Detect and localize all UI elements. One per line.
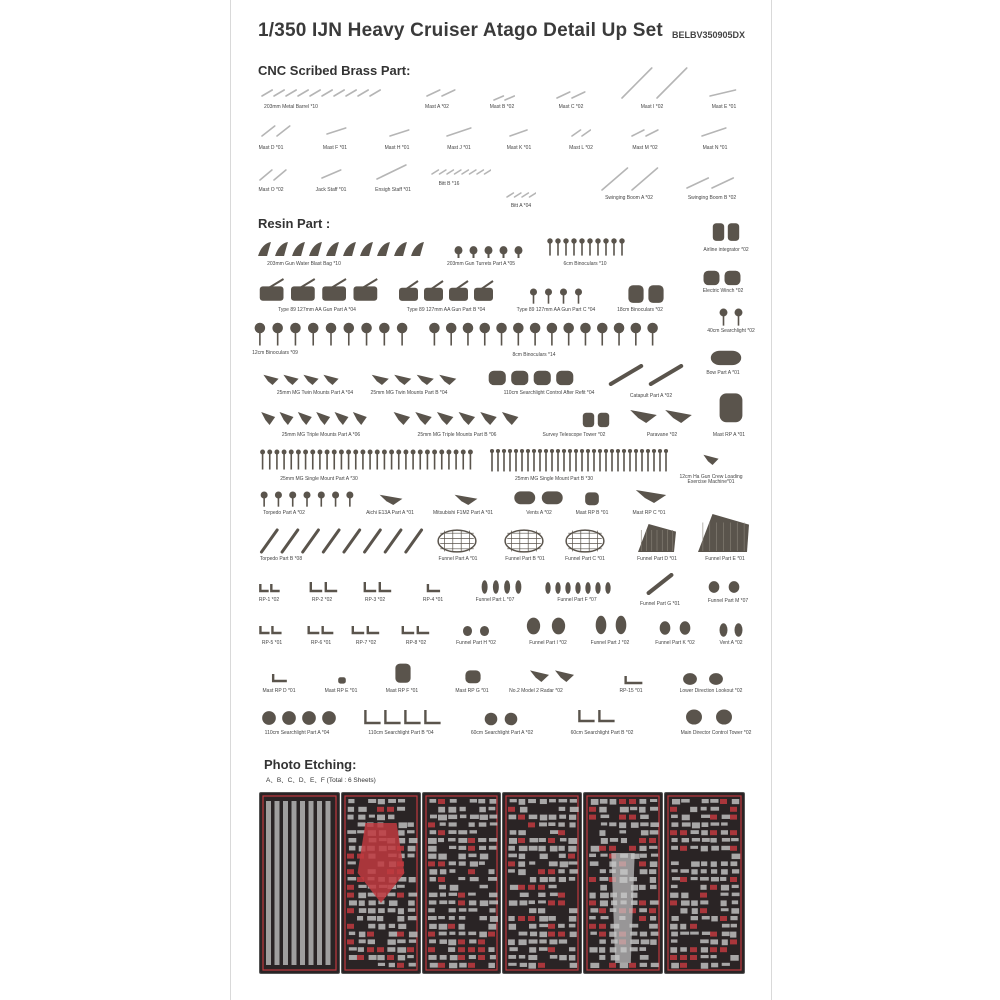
brass-part-18-icon xyxy=(431,168,491,176)
brass-part-4-icon xyxy=(556,90,586,100)
resin-part-33-icon xyxy=(259,528,424,554)
brass-part-20-icon xyxy=(601,166,661,192)
resin-part-14-label: 25mm MG Twin Mounts Part B *04 xyxy=(370,390,448,396)
resin-part-40-label: RP-2 *02 xyxy=(311,597,333,603)
resin-part-26-label: Exercise Machine*01 xyxy=(687,479,735,485)
resin-part-59-label: Mast RP G *01 xyxy=(455,688,489,694)
resin-part-37-label: Funnel Part D *01 xyxy=(637,556,677,562)
pe-sheet-d xyxy=(502,792,582,974)
resin-part-8-icon xyxy=(626,282,666,304)
resin-part-29-icon xyxy=(451,490,481,506)
resin-part-45-label: Funnel Part G *01 xyxy=(639,601,681,607)
resin-part-15-label: 110cm Searchlight Control After Refit *04 xyxy=(503,390,595,396)
resin-part-17-label: Bow Part A *01 xyxy=(706,370,740,376)
resin-part-17-icon xyxy=(706,348,746,366)
brass-part-11-label: Mast K *01 xyxy=(506,145,532,151)
brass-part-5-icon xyxy=(621,66,691,100)
brass-part-5-label: Mast I *02 xyxy=(640,104,664,110)
brass-part-19-icon xyxy=(506,191,536,199)
resin-part-19-icon xyxy=(391,406,521,426)
resin-part-42-label: RP-4 *01 xyxy=(422,597,444,603)
resin-part-47-label: RP-5 *01 xyxy=(261,640,283,646)
pe-fret-pattern xyxy=(584,793,662,973)
resin-part-55-icon xyxy=(716,622,746,638)
resin-part-29-label: Mitsubishi F1M2 Part A *01 xyxy=(432,510,494,516)
resin-part-39-icon xyxy=(259,582,281,594)
resin-part-2-icon xyxy=(451,244,526,258)
resin-part-48-icon xyxy=(307,624,335,636)
resin-part-2-label: 203mm Gun Turrets Part A *05 xyxy=(446,261,516,267)
resin-part-3-label: 6cm Binoculars *10 xyxy=(563,261,607,267)
resin-part-57-icon xyxy=(337,676,347,684)
resin-part-31-label: Mast RP B *01 xyxy=(575,510,609,516)
resin-part-20-label: Survey Telescope Tower *02 xyxy=(542,432,606,438)
brass-part-14-label: Mast N *01 xyxy=(702,145,728,151)
resin-part-24-label: 25mm MG Single Mount Part B *30 xyxy=(514,476,594,482)
resin-part-63-label: 110cm Searchlight Part A *04 xyxy=(264,730,330,736)
resin-part-22-label: Mast RP A *01 xyxy=(712,432,746,438)
resin-part-50-icon xyxy=(401,624,431,636)
resin-part-25-icon xyxy=(701,450,721,466)
resin-part-52-label: Funnel Part I *02 xyxy=(529,640,567,646)
brass-part-2-icon xyxy=(426,88,456,98)
brass-part-12-icon xyxy=(571,128,591,138)
brass-part-21-label: Swinging Boom B *02 xyxy=(687,195,737,201)
resin-part-47-icon xyxy=(259,624,283,636)
resin-part-51-label: Funnel Part H *02 xyxy=(456,640,496,646)
pe-section-heading: Photo Etching: xyxy=(264,757,357,772)
resin-part-43-label: Funnel Part L *07 xyxy=(475,597,515,603)
brass-part-6-label: Mast E *01 xyxy=(711,104,737,110)
pe-subtitle: A、B、C、D、E、F (Total : 6 Sheets) xyxy=(266,777,376,784)
resin-part-22-icon xyxy=(716,388,746,424)
resin-part-66-icon xyxy=(577,708,617,724)
resin-part-45-icon xyxy=(645,573,675,595)
resin-part-60-icon xyxy=(527,665,577,683)
resin-part-23-icon xyxy=(259,446,474,470)
brass-part-20-label: Swinging Boom A *02 xyxy=(605,195,653,201)
resin-part-41-icon xyxy=(363,580,393,594)
resin-part-40-icon xyxy=(309,580,339,594)
resin-part-44-icon xyxy=(543,581,613,595)
resin-part-6-label: Type 89 127mm AA Gun Part B *04 xyxy=(406,307,486,313)
brass-part-15-icon xyxy=(259,168,287,182)
resin-part-48-label: RP-6 *01 xyxy=(310,640,332,646)
resin-part-11-icon xyxy=(426,322,661,346)
pe-sheet-c xyxy=(422,792,501,974)
brass-part-21-icon xyxy=(686,176,736,190)
resin-part-4-icon xyxy=(711,220,741,242)
resin-part-35-label: Funnel Part B *01 xyxy=(505,556,545,562)
resin-part-44-label: Funnel Part F *07 xyxy=(557,597,597,603)
brass-part-10-icon xyxy=(446,126,474,138)
resin-part-9-icon xyxy=(701,268,743,286)
resin-part-7-label: Type 89 127mm AA Gun Part C *04 xyxy=(516,307,596,313)
resin-part-14-icon xyxy=(369,370,459,386)
resin-part-36-label: Funnel Part C *01 xyxy=(565,556,605,562)
resin-part-19-label: 25mm MG Triple Mounts Part B *06 xyxy=(417,432,497,438)
resin-part-53-label: Funnel Part J *02 xyxy=(590,640,630,646)
brass-part-1-label: 203mm Metal Barrel *10 xyxy=(264,104,318,110)
resin-part-24-icon xyxy=(489,444,669,472)
brass-part-6-icon xyxy=(709,88,739,98)
brass-part-8-label: Mast F *01 xyxy=(322,145,348,151)
resin-section-heading: Resin Part : xyxy=(258,216,331,231)
resin-part-65-icon xyxy=(481,712,521,726)
resin-part-27-icon xyxy=(257,491,357,507)
resin-part-60-label: No.2 Model 2 Radar *02 xyxy=(509,688,563,694)
pe-fret-pattern xyxy=(423,793,500,973)
resin-part-62-icon xyxy=(677,672,729,686)
product-code: BELBV350905DX xyxy=(671,30,745,40)
resin-part-46-icon xyxy=(704,580,744,594)
resin-part-34-label: Funnel Part A *01 xyxy=(438,556,478,562)
resin-part-11-label: 8cm Binoculars *14 xyxy=(512,352,556,358)
brass-part-4-label: Mast C *02 xyxy=(558,104,584,110)
resin-part-15-icon xyxy=(486,368,576,386)
resin-part-5-icon xyxy=(256,278,381,302)
resin-part-10-icon xyxy=(251,322,411,346)
brass-part-7-icon xyxy=(261,124,291,138)
resin-part-49-icon xyxy=(351,624,381,636)
resin-part-61-icon xyxy=(623,674,645,686)
resin-part-65-label: 60cm Searchlight Part A *02 xyxy=(470,730,534,736)
resin-part-25-label: 12cm Ha Gun Crew Loading xyxy=(679,474,743,480)
brass-part-7-label: Mast D *01 xyxy=(258,145,284,151)
resin-part-7-icon xyxy=(526,288,586,304)
resin-part-49-label: RP-7 *02 xyxy=(355,640,377,646)
brass-part-11-icon xyxy=(509,128,529,138)
resin-part-34-icon xyxy=(436,528,478,554)
brass-part-2-label: Mast A *02 xyxy=(425,104,449,110)
pe-fret-pattern xyxy=(342,793,420,973)
resin-part-13-label: 25mm MG Twin Mounts Part A *04 xyxy=(276,390,354,396)
resin-part-37-icon xyxy=(636,522,678,554)
resin-part-36-icon xyxy=(564,528,606,554)
resin-part-6-icon xyxy=(396,280,496,302)
resin-part-12-icon xyxy=(716,308,746,326)
product-sheet xyxy=(230,0,772,1000)
brass-part-17-icon xyxy=(376,163,410,181)
resin-part-30-icon xyxy=(511,489,566,505)
brass-part-3-icon xyxy=(493,94,515,102)
page-title: 1/350 IJN Heavy Cruiser Atago Detail Up Set xyxy=(258,20,663,41)
brass-part-14-icon xyxy=(701,126,729,138)
brass-part-13-label: Mast M *02 xyxy=(632,145,658,151)
brass-section-heading: CNC Scribed Brass Part: xyxy=(258,63,411,78)
pe-fret-pattern xyxy=(260,793,339,973)
resin-part-12-label: 40cm Searchlight *02 xyxy=(707,328,755,334)
resin-part-1-icon xyxy=(256,240,426,258)
resin-part-56-label: Mast RP D *01 xyxy=(262,688,296,694)
resin-part-16-label: Catapult Part A *02 xyxy=(629,393,673,399)
brass-part-13-icon xyxy=(631,128,659,138)
resin-part-35-icon xyxy=(503,528,545,554)
resin-part-32-label: Mast RP C *01 xyxy=(632,510,666,516)
brass-part-15-label: Mast O *02 xyxy=(258,187,284,193)
brass-part-1-icon xyxy=(261,88,381,98)
pe-sheet-e xyxy=(583,792,663,974)
brass-part-12-label: Mast L *02 xyxy=(569,145,593,151)
resin-part-27-label: Torpedo Part A *02 xyxy=(263,510,305,516)
resin-part-59-icon xyxy=(463,668,483,684)
resin-part-38-icon xyxy=(696,512,751,554)
resin-part-38-label: Funnel Part E *01 xyxy=(705,556,745,562)
resin-part-53-icon xyxy=(591,614,631,636)
resin-part-56-icon xyxy=(271,672,289,684)
resin-part-61-label: RP-15 *01 xyxy=(619,688,643,694)
resin-part-13-icon xyxy=(261,370,341,386)
brass-part-3-label: Mast B *02 xyxy=(489,104,515,110)
resin-part-67-icon xyxy=(679,708,739,726)
resin-part-31-icon xyxy=(583,490,601,506)
resin-part-52-icon xyxy=(521,616,571,636)
resin-part-18-label: 25mm MG Triple Mounts Part A *06 xyxy=(281,432,361,438)
brass-part-9-icon xyxy=(389,128,411,138)
resin-part-39-label: RP-1 *02 xyxy=(258,597,280,603)
brass-part-18-label: Bitt B *16 xyxy=(438,181,460,187)
resin-part-67-label: Main Director Control Tower *02 xyxy=(680,730,752,736)
resin-part-54-icon xyxy=(655,620,695,636)
brass-part-17-label: Ensigh Staff *01 xyxy=(375,187,411,193)
resin-part-33-label: Torpedo Part B *08 xyxy=(259,556,303,562)
brass-part-16-icon xyxy=(321,168,343,180)
pe-sheet-a xyxy=(259,792,340,974)
brass-part-8-icon xyxy=(326,126,348,136)
resin-part-64-label: 110cm Searchlight Part B *04 xyxy=(368,730,434,736)
resin-part-9-label: Electric Winch *02 xyxy=(702,288,744,294)
resin-part-46-label: Funnel Part M *07 xyxy=(707,598,749,604)
resin-part-55-label: Vent A *02 xyxy=(719,640,743,646)
resin-part-28-icon xyxy=(376,490,406,506)
pe-sheet-f xyxy=(664,792,745,974)
resin-part-42-icon xyxy=(426,582,442,594)
resin-part-30-label: Vents A *02 xyxy=(526,510,552,516)
resin-part-21-icon xyxy=(626,404,696,424)
resin-part-3-icon xyxy=(546,236,626,256)
resin-part-58-icon xyxy=(393,660,413,684)
brass-part-19-label: Bitt A *04 xyxy=(510,203,532,209)
resin-part-21-label: Paravane *02 xyxy=(646,432,678,438)
resin-part-58-label: Mast RP F *01 xyxy=(385,688,419,694)
resin-part-10-label: 12cm Binoculars *09 xyxy=(252,350,298,356)
resin-part-64-icon xyxy=(363,708,443,726)
resin-part-57-label: Mast RP E *01 xyxy=(324,688,358,694)
resin-part-43-icon xyxy=(479,579,524,595)
resin-part-63-icon xyxy=(259,710,339,726)
resin-part-32-icon xyxy=(631,484,671,504)
resin-part-18-icon xyxy=(259,406,369,426)
resin-part-23-label: 25mm MG Single Mount Part A *30 xyxy=(280,476,358,482)
brass-part-16-label: Jack Staff *01 xyxy=(315,187,347,193)
resin-part-5-label: Type 89 127mm AA Gun Part A *04 xyxy=(278,307,356,313)
resin-part-54-label: Funnel Part K *02 xyxy=(655,640,695,646)
resin-part-16-icon xyxy=(606,364,686,386)
resin-part-50-label: RP-8 *02 xyxy=(405,640,427,646)
resin-part-8-label: 18cm Binoculars *02 xyxy=(617,307,663,313)
resin-part-66-label: 60cm Searchlight Part B *02 xyxy=(570,730,634,736)
brass-part-9-label: Mast H *01 xyxy=(384,145,410,151)
pe-fret-pattern xyxy=(503,793,581,973)
resin-part-62-label: Lower Direction Lookout *02 xyxy=(679,688,743,694)
resin-part-20-icon xyxy=(581,410,611,428)
pe-fret-pattern xyxy=(665,793,744,973)
resin-part-51-icon xyxy=(459,625,493,637)
resin-part-4-label: Airline integrator *02 xyxy=(703,247,749,253)
resin-part-28-label: Aichi E13A Part A *01 xyxy=(366,510,414,516)
brass-part-10-label: Mast J *01 xyxy=(447,145,471,151)
resin-part-41-label: RP-3 *02 xyxy=(364,597,386,603)
pe-sheet-b xyxy=(341,792,421,974)
resin-part-1-label: 203mm Gun Water Blast Bag *10 xyxy=(267,261,341,267)
